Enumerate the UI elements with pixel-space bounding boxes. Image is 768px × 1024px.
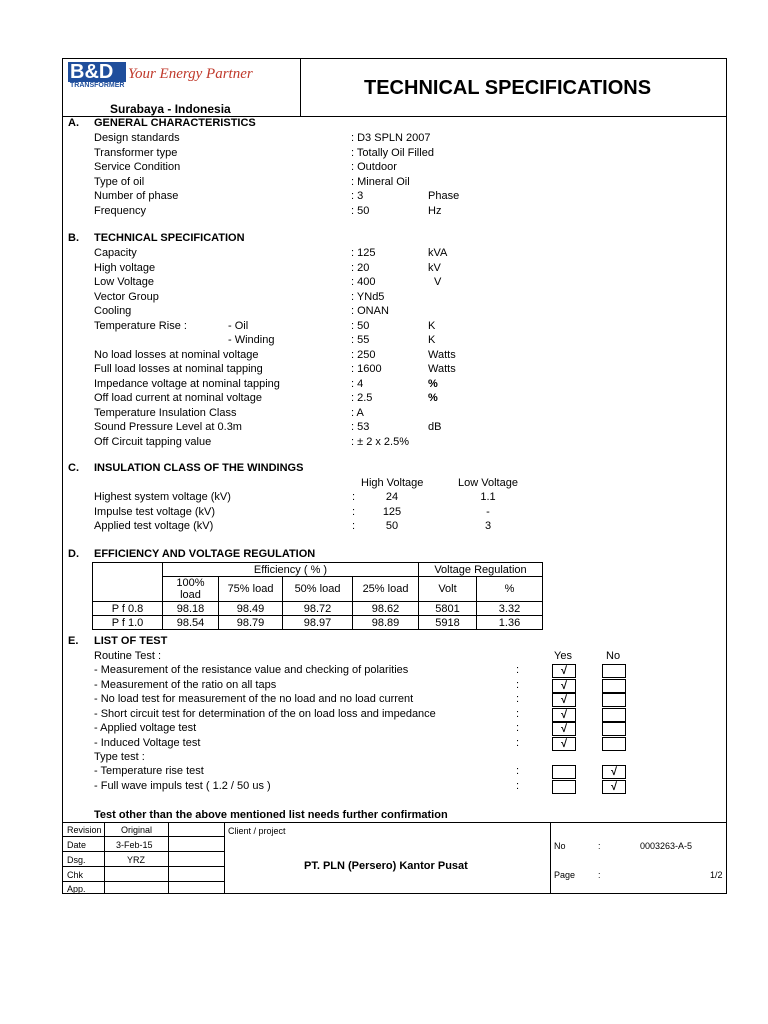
test-item-label: - No load test for measurement of the no load and no load current [94, 693, 414, 705]
section-c-heading: INSULATION CLASS OF THE WINDINGS [94, 462, 304, 474]
spec-value: : 50 [351, 319, 370, 332]
test-item-colon: : [516, 693, 520, 705]
yes-checkbox[interactable]: √ [552, 679, 576, 693]
footer-col-line [224, 822, 225, 894]
spec-label: Cooling [94, 305, 132, 317]
footer-row-line [62, 836, 224, 837]
table-row [93, 616, 543, 630]
yes-checkbox[interactable]: √ [552, 708, 576, 722]
spec-label: Number of phase [94, 190, 179, 202]
no-checkbox[interactable] [602, 737, 626, 751]
test-item-label: - Short circuit test for determination of the on load loss and impedance [94, 707, 436, 720]
page-value: 1/2 [710, 870, 723, 880]
test-item-colon: : [516, 736, 520, 749]
doc-no-colon: : [598, 841, 601, 851]
spec-label: Impedance voltage at nominal tapping [94, 377, 280, 390]
spec-label: Off Circuit tapping value [94, 435, 212, 448]
spec-value: : 55 [351, 334, 370, 346]
col-high-voltage: High Voltage [361, 477, 424, 489]
dsg-value: YRZ [127, 855, 145, 865]
test-item-label: - Temperature rise test [94, 765, 204, 777]
no-checkbox[interactable] [602, 708, 626, 722]
revision-label: Revision [67, 825, 102, 835]
column-header: 100% load [163, 577, 219, 602]
section-b-heading: TECHNICAL SPECIFICATION [94, 232, 245, 244]
no-checkbox[interactable] [602, 664, 626, 678]
column-header: Volt [419, 577, 477, 602]
doc-no-value: 0003263-A-5 [640, 841, 693, 851]
date-label: Date [67, 840, 87, 850]
column-header: 25% load [353, 577, 419, 602]
yes-checkbox[interactable]: √ [552, 693, 576, 707]
test-item-label: - Measurement of the resistance value and checking of polarities [94, 664, 409, 676]
spec-unit: kV [428, 261, 441, 274]
dsg-label: Dsg. [67, 855, 86, 865]
spec-label: High voltage [94, 261, 156, 274]
spec-label: Sound Pressure Level at 0.3m [94, 421, 242, 433]
table-cell: 98.54 [163, 616, 219, 630]
test-item-label: - Measurement of the ratio on all taps [94, 678, 277, 691]
spec-value: : 50 [351, 204, 370, 217]
spec-label: Temperature Insulation Class [94, 406, 237, 419]
spec-unit: K [428, 334, 436, 346]
spec-label: Off load current at nominal voltage [94, 392, 262, 404]
spec-value: : Totally Oil Filled [351, 146, 434, 159]
test-item-label: - Full wave impuls test ( 1.2 / 50 us ) [94, 779, 271, 792]
spec-value: : 1600 [351, 363, 382, 375]
section-b-letter: B. [68, 232, 79, 244]
table-row [93, 602, 543, 616]
table-cell: 98.18 [163, 602, 219, 616]
spec-label: Temperature Rise : [94, 319, 187, 332]
header-divider [300, 58, 301, 116]
spec-label: Low Voltage [94, 276, 154, 288]
page-colon: : [598, 870, 601, 880]
spec-value: : 53 [351, 421, 370, 433]
insulation-colon: : [352, 520, 356, 532]
spec-unit: Watts [428, 363, 456, 375]
spec-label: Vector Group [94, 290, 159, 303]
spec-unit: Watts [428, 348, 456, 361]
test-item-colon: : [516, 678, 520, 691]
logo-subtext: TRANSFORMER [70, 82, 125, 89]
efficiency-table [92, 562, 543, 630]
section-d-letter: D. [68, 548, 79, 560]
spec-value: : ONAN [351, 305, 389, 317]
spec-value: : YNd5 [351, 290, 385, 303]
footer-row-line [62, 866, 224, 867]
client-value: PT. PLN (Persero) Kantor Pusat [304, 860, 468, 872]
insulation-colon: : [352, 505, 356, 518]
test-item-colon: : [516, 722, 520, 734]
efficiency-header: Efficiency ( % ) [163, 563, 419, 577]
spec-label: Capacity [94, 247, 137, 259]
spec-value: : 400 [351, 276, 376, 288]
page-title: TECHNICAL SPECIFICATIONS [364, 77, 652, 99]
insulation-lv-value: 1.1 [480, 491, 496, 503]
spec-label: No load losses at nominal voltage [94, 348, 259, 361]
spec-sublabel: - Oil [228, 319, 249, 332]
test-item-colon: : [516, 765, 520, 777]
insulation-hv-value: 24 [385, 491, 399, 503]
table-cell: 98.49 [219, 602, 283, 616]
spec-unit: Phase [428, 190, 460, 202]
table-cell: 98.62 [353, 602, 419, 616]
footer-row-line [62, 851, 224, 852]
chk-label: Chk [67, 870, 84, 880]
table-cell: 98.72 [283, 602, 353, 616]
spec-label: Service Condition [94, 161, 181, 173]
no-label: No [606, 650, 621, 662]
spec-unit: kVA [428, 247, 448, 259]
yes-checkbox[interactable]: √ [552, 664, 576, 678]
location: Surabaya - Indonesia [110, 102, 231, 116]
insulation-label: Impulse test voltage (kV) [94, 505, 216, 518]
no-checkbox[interactable]: √ [602, 780, 626, 794]
table-cell: 98.79 [219, 616, 283, 630]
section-e-heading: LIST OF TEST [94, 635, 168, 647]
section-e-letter: E. [68, 635, 79, 647]
test-item-colon: : [516, 707, 520, 720]
spec-value: : 4 [351, 377, 364, 390]
section-d-heading: EFFICIENCY AND VOLTAGE REGULATION [94, 548, 316, 560]
table-cell: 1.36 [477, 616, 543, 630]
insulation-colon: : [352, 491, 356, 503]
date-value: 3-Feb-15 [116, 840, 153, 850]
power-factor-cell: P f 1.0 [93, 616, 163, 630]
footer-row-line [62, 881, 224, 882]
page-label: Page [554, 870, 576, 880]
table-cell: 98.97 [283, 616, 353, 630]
insulation-label: Highest system voltage (kV) [94, 491, 231, 503]
tagline: Your Energy Partner [128, 66, 253, 82]
insulation-lv-value: 3 [484, 520, 492, 532]
app-label: App. [67, 884, 86, 894]
insulation-label: Applied test voltage (kV) [94, 520, 214, 532]
yes-checkbox[interactable]: √ [552, 737, 576, 751]
spec-label: Design standards [94, 132, 180, 144]
spec-label: Full load losses at nominal tapping [94, 363, 263, 375]
column-header: 50% load [283, 577, 353, 602]
spec-label: Transformer type [94, 146, 178, 159]
footer-col-line [168, 822, 169, 894]
insulation-hv-value: 125 [382, 505, 402, 518]
column-header: % [477, 577, 543, 602]
spec-unit: % [428, 377, 438, 390]
no-checkbox[interactable]: √ [602, 765, 626, 779]
yes-checkbox[interactable] [552, 780, 576, 794]
doc-no-label: No [554, 841, 566, 851]
spec-value: : D3 SPLN 2007 [351, 132, 431, 144]
routine-test-label: Routine Test : [94, 650, 162, 662]
no-checkbox[interactable] [602, 693, 626, 707]
spec-unit: K [428, 319, 436, 332]
efficiency-column-row [93, 577, 543, 602]
column-header: 75% load [219, 577, 283, 602]
footer-col-line [104, 822, 105, 894]
spec-value: : Outdoor [351, 161, 397, 173]
client-label: Client / project [228, 826, 286, 836]
spec-value: : 125 [351, 247, 376, 259]
yes-checkbox[interactable] [552, 765, 576, 779]
spec-value: : A [351, 406, 364, 419]
revision-value: Original [121, 825, 153, 835]
spec-sublabel: - Winding [228, 334, 275, 346]
spec-value: : 3 [351, 190, 364, 202]
type-test-label: Type test : [94, 751, 145, 763]
footer-col-line [550, 822, 551, 894]
insulation-hv-value: 50 [385, 520, 399, 532]
spec-value: : Mineral Oil [351, 175, 410, 188]
spec-unit: dB [428, 421, 442, 433]
spec-label: Frequency [94, 204, 146, 217]
table-cell: 5801 [419, 602, 477, 616]
yes-checkbox[interactable]: √ [552, 722, 576, 736]
yes-label: Yes [554, 650, 572, 662]
spec-unit: Hz [428, 204, 442, 217]
spec-value: : ± 2 x 2.5% [351, 435, 410, 448]
no-checkbox[interactable] [602, 722, 626, 736]
spec-value: : 2.5 [351, 392, 373, 404]
spec-value: : 20 [351, 261, 370, 274]
spec-unit: V [434, 276, 442, 288]
test-item-label: - Applied voltage test [94, 722, 197, 734]
section-a-letter: A. [68, 117, 79, 129]
insulation-lv-value: - [486, 505, 490, 518]
table-cell: 5918 [419, 616, 477, 630]
table-cell: 3.32 [477, 602, 543, 616]
test-item-colon: : [516, 664, 520, 676]
col-low-voltage: Low Voltage [458, 477, 518, 489]
logo-text: B&D [70, 61, 114, 83]
spec-label: Type of oil [94, 175, 145, 188]
section-c-letter: C. [68, 462, 79, 474]
voltage-regulation-header: Voltage Regulation [419, 563, 543, 577]
no-checkbox[interactable] [602, 679, 626, 693]
power-factor-cell: P f 0.8 [93, 602, 163, 616]
test-item-label: - Induced Voltage test [94, 736, 201, 749]
table-cell: 98.89 [353, 616, 419, 630]
footer-rule [62, 822, 727, 823]
spec-unit: % [428, 392, 438, 404]
confirmation-note: Test other than the above mentioned list needs further confirmation [94, 809, 448, 821]
test-item-colon: : [516, 779, 520, 792]
section-a-heading: GENERAL CHARACTERISTICS [94, 117, 256, 129]
spec-value: : 250 [351, 348, 376, 361]
